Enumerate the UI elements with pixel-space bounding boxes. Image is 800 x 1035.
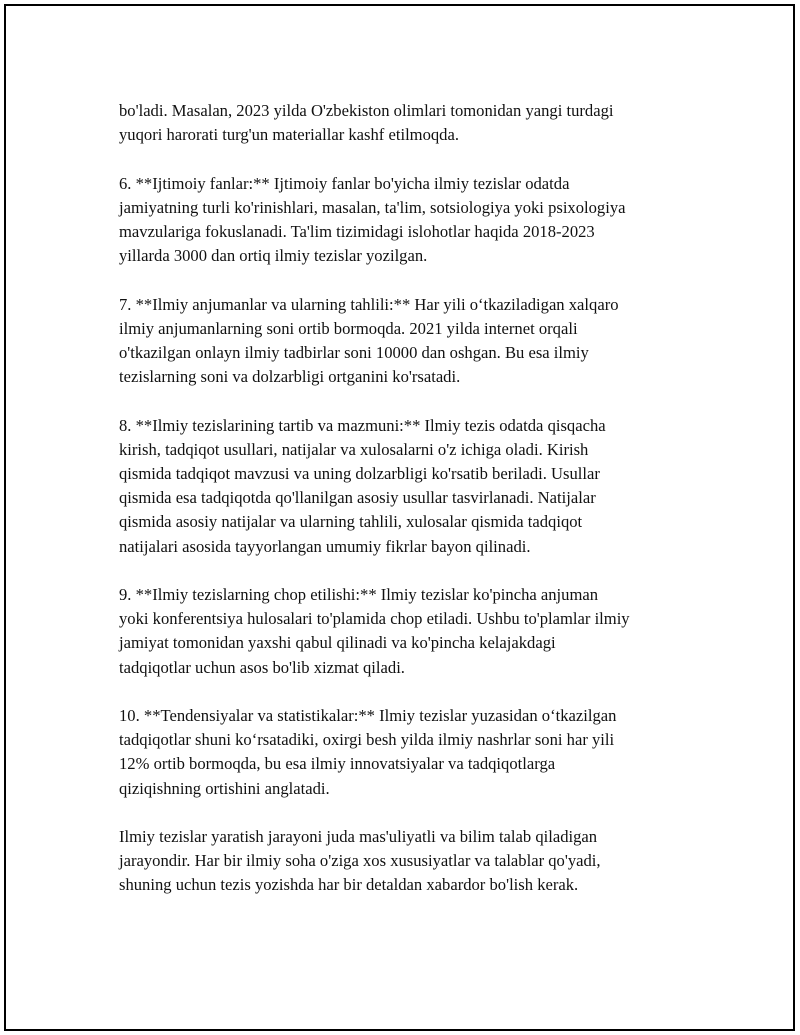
- text-line: natijalari asosida tayyorlangan umumiy fikrlar bayon qilinadi.: [119, 536, 531, 556]
- text-line: 9. **Ilmiy tezislarning chop etilishi:** Ilmiy tezislar ko'pincha anjuman: [119, 585, 599, 604]
- text-line: jamiyatning turli ko'rinishlari, masalan, ta'lim, sotsiologiya yoki psixologiya: [119, 197, 626, 217]
- text-line: bo'ladi. Masalan, 2023 yilda O'zbekiston olimlari tomonidan yangi turdagi: [119, 101, 614, 120]
- text-line: tadqiqotlar shuni ko‘rsatadiki, oxirgi besh yilda ilmiy nashrlar soni har yili: [119, 730, 615, 750]
- text-line: 7. **Ilmiy anjumanlar va ularning tahlili:** Har yili o‘tkaziladigan xalqaro: [119, 294, 619, 314]
- text-line: ilmiy anjumanlarning soni ortib bormoqda. 2021 yilda internet orqali: [119, 318, 578, 338]
- text-line: tezislarning soni va dolzarbligi ortganini ko'rsatadi.: [119, 367, 461, 387]
- text-line: shuning uchun tezis yozishda har bir detaldan xabardor bo'lish kerak.: [119, 875, 579, 895]
- text-line: qiziqishning ortishini anglatadi.: [119, 778, 330, 798]
- text-line: jarayondir. Har bir ilmiy soha o'ziga xos xususiyatlar va talablar qo'yadi,: [119, 851, 601, 871]
- text-line: yuqori harorati turg'un materiallar kashf etilmoqda.: [119, 125, 459, 145]
- paragraph-intro-continuation: [119, 99, 689, 147]
- text-line: jamiyat tomonidan yaxshi qabul qilinadi va ko'pincha kelajakdagi: [119, 633, 556, 653]
- text-line: yoki konferentsiya hulosalari to'plamida chop etiladi. Ushbu to'plamlar ilmiy: [119, 609, 630, 629]
- text-line: 12% ortib bormoqda, bu esa ilmiy innovatsiyalar va tadqiqotlarga: [119, 754, 556, 774]
- text-line: tadqiqotlar uchun asos bo'lib xizmat qiladi.: [119, 657, 405, 677]
- paragraph-trends-statistics: [119, 704, 689, 801]
- paragraph-publication: [119, 583, 689, 680]
- paragraph-conclusion: [119, 825, 689, 898]
- paragraph-social-sciences: [119, 172, 689, 269]
- text-line: 6. **Ijtimoiy fanlar:** Ijtimoiy fanlar bo'yicha ilmiy tezislar odatda: [119, 173, 570, 193]
- paragraph-conferences: [119, 293, 689, 390]
- text-line: 8. **Ilmiy tezislarining tartib va mazmuni:** Ilmiy tezis odatda qisqacha: [119, 415, 606, 435]
- text-line: kirish, tadqiqot usullari, natijalar va xulosalarni o'z ichiga oladi. Kirish: [119, 439, 589, 459]
- paragraph-structure-content: [119, 414, 689, 559]
- text-line: qismida asosiy natijalar va ularning tahlili, xulosalar qismida tadqiqot: [119, 512, 583, 532]
- text-line: 10. **Tendensiyalar va statistikalar:** Ilmiy tezislar yuzasidan o‘tkazilgan: [119, 706, 617, 725]
- document-page: [4, 4, 795, 1031]
- text-line: o'tkazilgan onlayn ilmiy tadbirlar soni 10000 dan oshgan. Bu esa ilmiy: [119, 343, 589, 362]
- text-line: yillarda 3000 dan ortiq ilmiy tezislar yozilgan.: [119, 246, 428, 266]
- text-line: qismida tadqiqot mavzusi va uning dolzarbligi ko'rsatib beriladi. Usullar: [119, 464, 600, 483]
- text-line: qismida esa tadqiqotda qo'llanilgan asosiy usullar tasvirlanadi. Natijalar: [119, 488, 596, 508]
- document-body: [119, 99, 689, 922]
- text-line: Ilmiy tezislar yaratish jarayoni juda mas'uliyatli va bilim talab qiladigan: [119, 827, 598, 846]
- text-line: mavzulariga fokuslanadi. Ta'lim tizimidagi islohotlar haqida 2018-2023: [119, 222, 595, 241]
